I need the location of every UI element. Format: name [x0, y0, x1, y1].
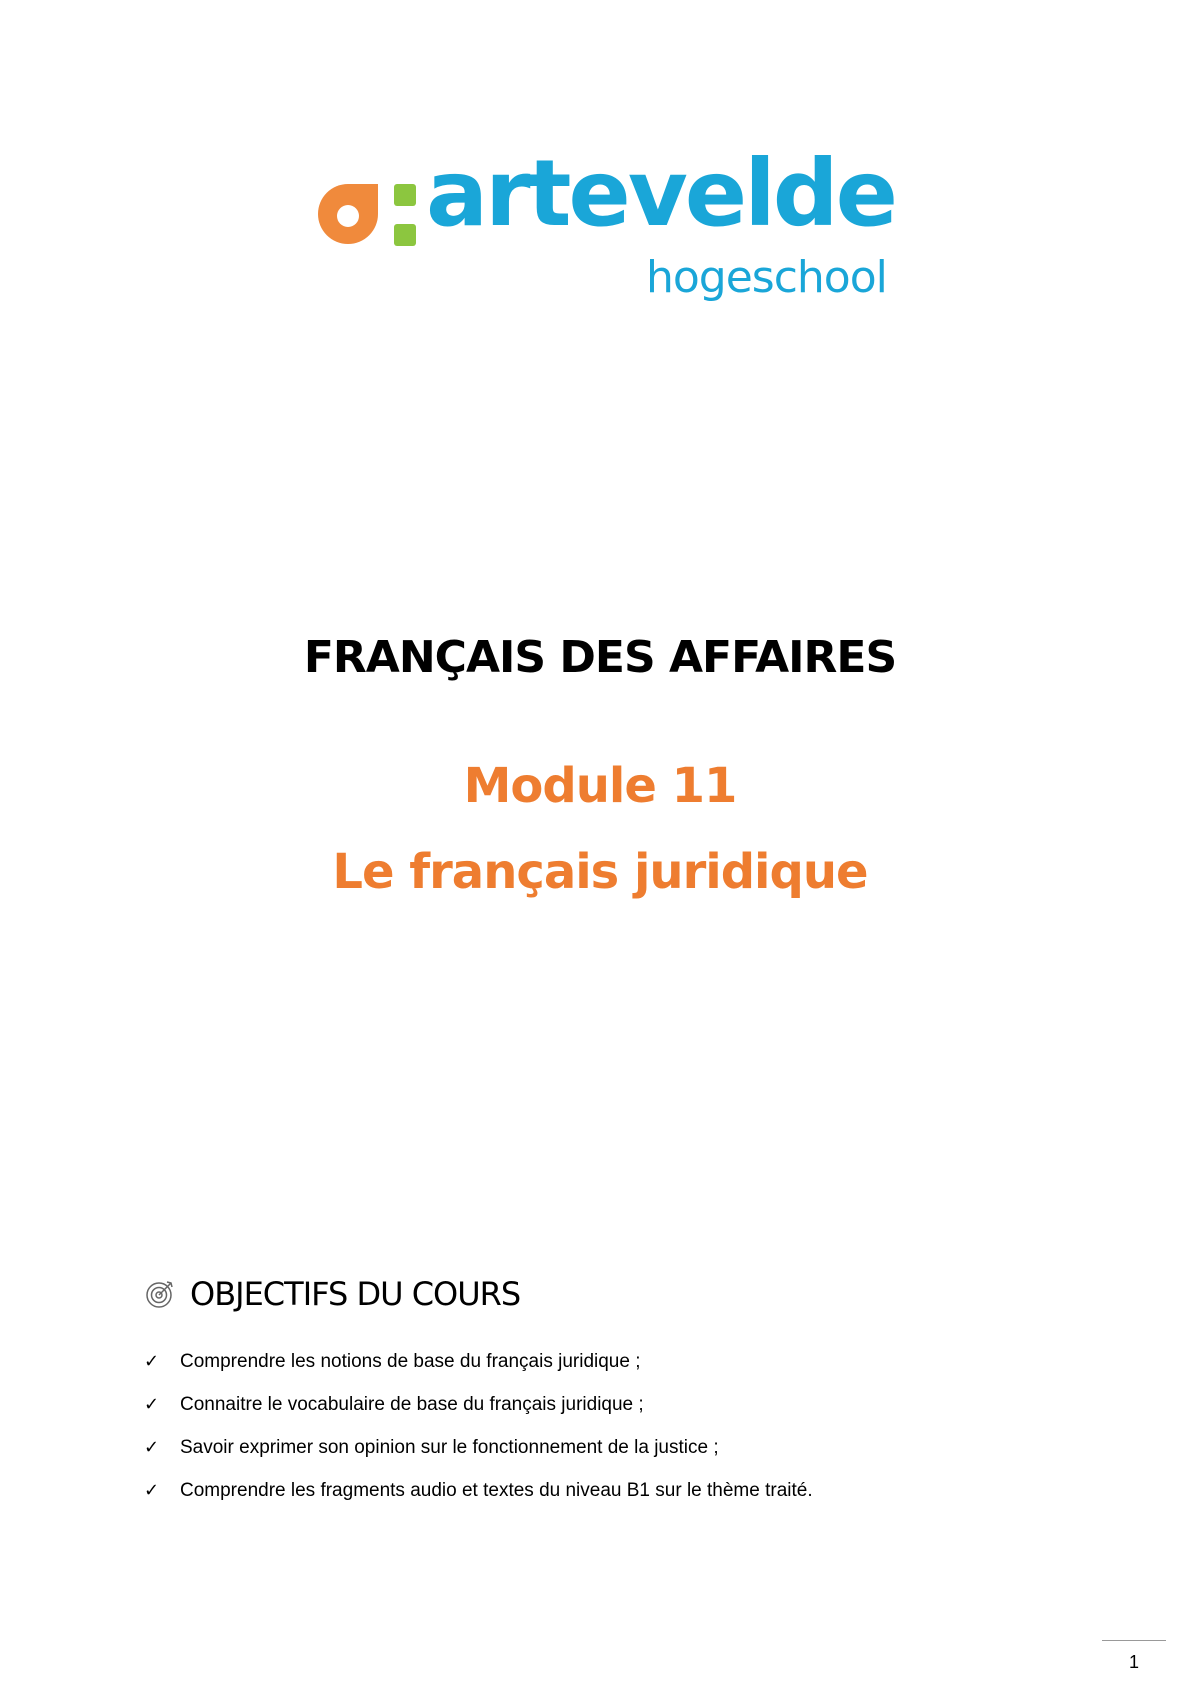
check-icon: ✓ [144, 1480, 160, 1501]
page-number: 1 [1128, 1652, 1139, 1672]
course-objectives [144, 1275, 1104, 1512]
list-item [144, 1426, 1104, 1469]
check-icon: ✓ [144, 1394, 160, 1415]
target-icon [144, 1278, 176, 1310]
document-title: FRANÇAIS DES AFFAIRES [303, 632, 897, 683]
arteveldehogeschool-logo [316, 140, 896, 315]
footer-divider [1102, 1640, 1166, 1641]
objective-text: Comprendre les fragments audio et textes du niveau B1 sur le thème traité. [180, 1480, 813, 1501]
list-item [144, 1469, 1104, 1512]
objective-text: Comprendre les notions de base du français juridique ; [180, 1351, 641, 1372]
objectives-list [144, 1340, 1104, 1512]
logo-subtitle: hogeschool [646, 252, 887, 303]
check-icon: ✓ [144, 1437, 160, 1458]
objectives-heading [144, 1275, 1104, 1313]
list-item [144, 1383, 1104, 1426]
logo-mark-icon [316, 182, 380, 246]
objectives-heading-text: OBJECTIFS DU COURS [190, 1275, 521, 1313]
objective-text: Savoir exprimer son opinion sur le fonctionnement de la justice ; [180, 1437, 719, 1458]
logo-wordmark: artevelde [426, 140, 895, 247]
logo-colon-icon [394, 184, 418, 246]
objective-text: Connaitre le vocabulaire de base du français juridique ; [180, 1394, 644, 1415]
check-icon: ✓ [144, 1351, 160, 1372]
module-topic: Le français juridique [332, 844, 868, 900]
module-number: Module 11 [463, 758, 737, 814]
list-item [144, 1340, 1104, 1383]
